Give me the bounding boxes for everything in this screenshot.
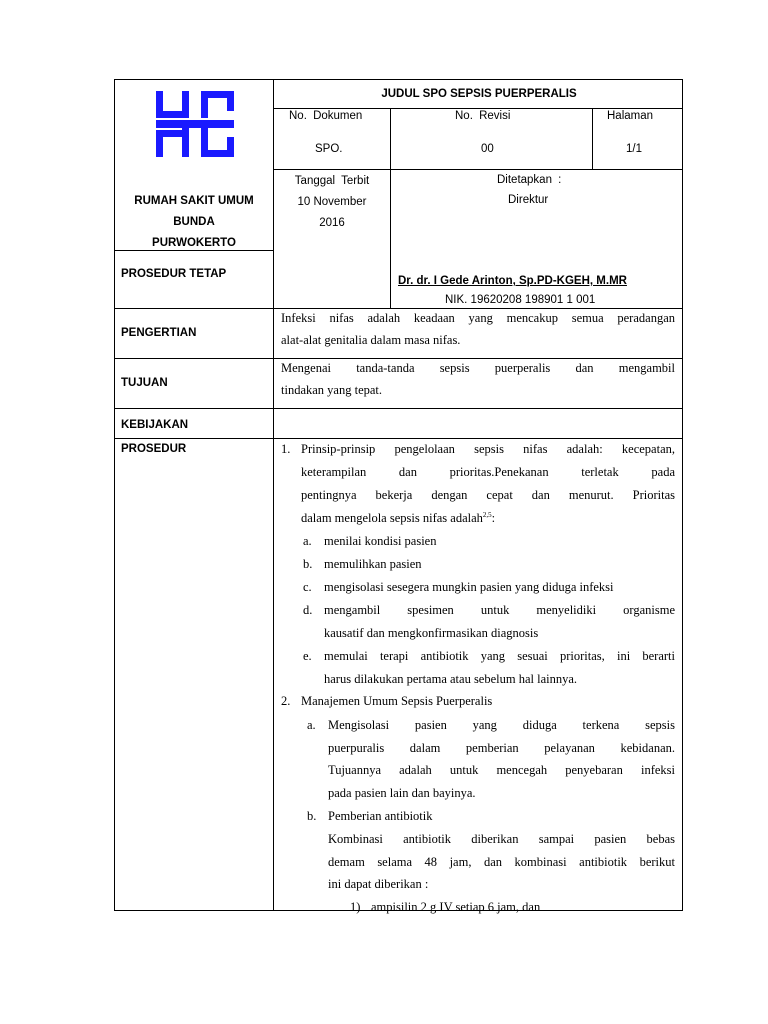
step2a-marker: a. <box>307 718 316 732</box>
divider-header-bottom <box>115 308 683 309</box>
signatory-name: Dr. dr. I Gede Arinton, Sp.PD-KGEH, M.MR <box>398 275 627 287</box>
divider-definition <box>115 358 683 359</box>
hospital-name-line2: BUNDA <box>173 216 215 228</box>
purpose-text-line1: Mengenai tanda-tanda sepsis puerperalis dan mengambil <box>281 361 675 375</box>
signatory-nik: NIK. 19620208 198901 1 001 <box>445 294 596 306</box>
step2-number: 2. <box>281 694 291 708</box>
step2a-line4: pada pasien lain dan bayinya. <box>328 786 476 800</box>
step1-line3: pentingnya bekerja dengan cepat dan menurut. Prioritas <box>301 488 675 502</box>
step1-line1: Prinsip-prinsip pengelolaan sepsis nifas adalah: kecepatan, <box>301 442 675 456</box>
approved-label: Ditetapkan : <box>497 174 562 186</box>
policy-label: KEBIJAKAN <box>121 419 189 431</box>
page-value: 1/1 <box>626 143 642 155</box>
page-label: Halaman <box>607 110 654 122</box>
issued-label: Tanggal Terbit <box>294 175 370 187</box>
step1b-marker: b. <box>303 557 313 571</box>
sop-document <box>114 79 683 914</box>
step1d-marker: d. <box>303 603 313 617</box>
step1-line4-end: : <box>491 511 496 525</box>
step1-line2: keterampilan dan prioritas.Penekanan terletak pada <box>301 465 675 479</box>
step2b-line3: ini dapat diberikan : <box>328 877 429 891</box>
step2b-line2: demam selama 48 jam, dan kombinasi antibiotik berikut <box>328 855 675 869</box>
step2b-marker: b. <box>307 809 317 823</box>
step1d-line1: mengambil spesimen untuk menyelidiki organisme <box>324 603 675 617</box>
procedure-type-label: PROSEDUR TETAP <box>121 268 227 280</box>
issued-date-line2: 2016 <box>319 217 345 229</box>
doc-number-value: SPO. <box>315 143 343 155</box>
step1-number: 1. <box>281 442 291 456</box>
step1-citation: 2,5 <box>482 510 492 519</box>
step2a-line3: Tujuannya adalah untuk mencegah penyebaran infeksi <box>328 763 675 777</box>
divider-policy <box>115 438 683 439</box>
hospital-name <box>115 191 273 254</box>
definition-label: PENGERTIAN <box>121 327 197 339</box>
step1-line4-text: dalam mengelola sepsis nifas adalah <box>301 511 483 525</box>
step1e-line1: memulai terapi antibiotik yang sesuai prioritas, ini berarti <box>324 649 675 663</box>
step1c-text: mengisolasi sesegera mungkin pasien yang diduga infeksi <box>324 580 614 594</box>
step1-line4 <box>301 510 495 526</box>
hospital-name-line3: PURWOKERTO <box>152 237 236 249</box>
step1e-marker: e. <box>303 649 312 663</box>
divider-issued-approved <box>390 170 391 308</box>
divider-rev-page <box>592 109 593 170</box>
step2a-line1: Mengisolasi pasien yang diduga terkena sepsis <box>328 718 675 732</box>
divider-doc-rev <box>390 109 391 170</box>
purpose-label: TUJUAN <box>121 377 168 389</box>
definition-text-line2: alat-alat genitalia dalam masa nifas. <box>281 333 461 347</box>
step2b-line1: Kombinasi antibiotik diberikan sampai pasien bebas <box>328 832 675 846</box>
step2b-title: Pemberian antibiotik <box>328 809 433 823</box>
approved-role: Direktur <box>508 194 549 206</box>
doc-number-label: No. Dokumen <box>289 110 363 122</box>
issued-date-line1: 10 November <box>297 196 367 208</box>
revision-value: 00 <box>481 143 494 155</box>
steps-label: PROSEDUR <box>121 443 187 455</box>
revision-label: No. Revisi <box>455 110 511 122</box>
step1d-line2: kausatif dan mengkonfirmasikan diagnosis <box>324 626 539 640</box>
definition-text-line1: Infeksi nifas adalah keadaan yang mencakup semua peradangan <box>281 311 675 325</box>
divider-docinfo <box>273 169 683 170</box>
step1b-text: memulihkan pasien <box>324 557 422 571</box>
divider-purpose <box>115 408 683 409</box>
step2a-line2: puerpuralis dalam pemberian pelayanan kebidanan. <box>328 741 675 755</box>
step1e-line2: harus dilakukan pertama atau sebelum hal lainnya. <box>324 672 578 686</box>
hospital-logo-icon <box>156 91 234 157</box>
step2b1-marker: 1) <box>350 900 361 914</box>
step2-title: Manajemen Umum Sepsis Puerperalis <box>301 694 493 708</box>
step1a-marker: a. <box>303 534 312 548</box>
purpose-text-line2: tindakan yang tepat. <box>281 383 383 397</box>
step2b1-text: ampisilin 2 g IV setiap 6 jam, dan <box>371 900 541 914</box>
step1a-text: menilai kondisi pasien <box>324 534 437 548</box>
document-title: JUDUL SPO SEPSIS PUERPERALIS <box>381 88 577 100</box>
step1c-marker: c. <box>303 580 312 594</box>
issued-date-block <box>274 171 390 234</box>
hospital-name-line1: RUMAH SAKIT UMUM <box>134 195 254 207</box>
